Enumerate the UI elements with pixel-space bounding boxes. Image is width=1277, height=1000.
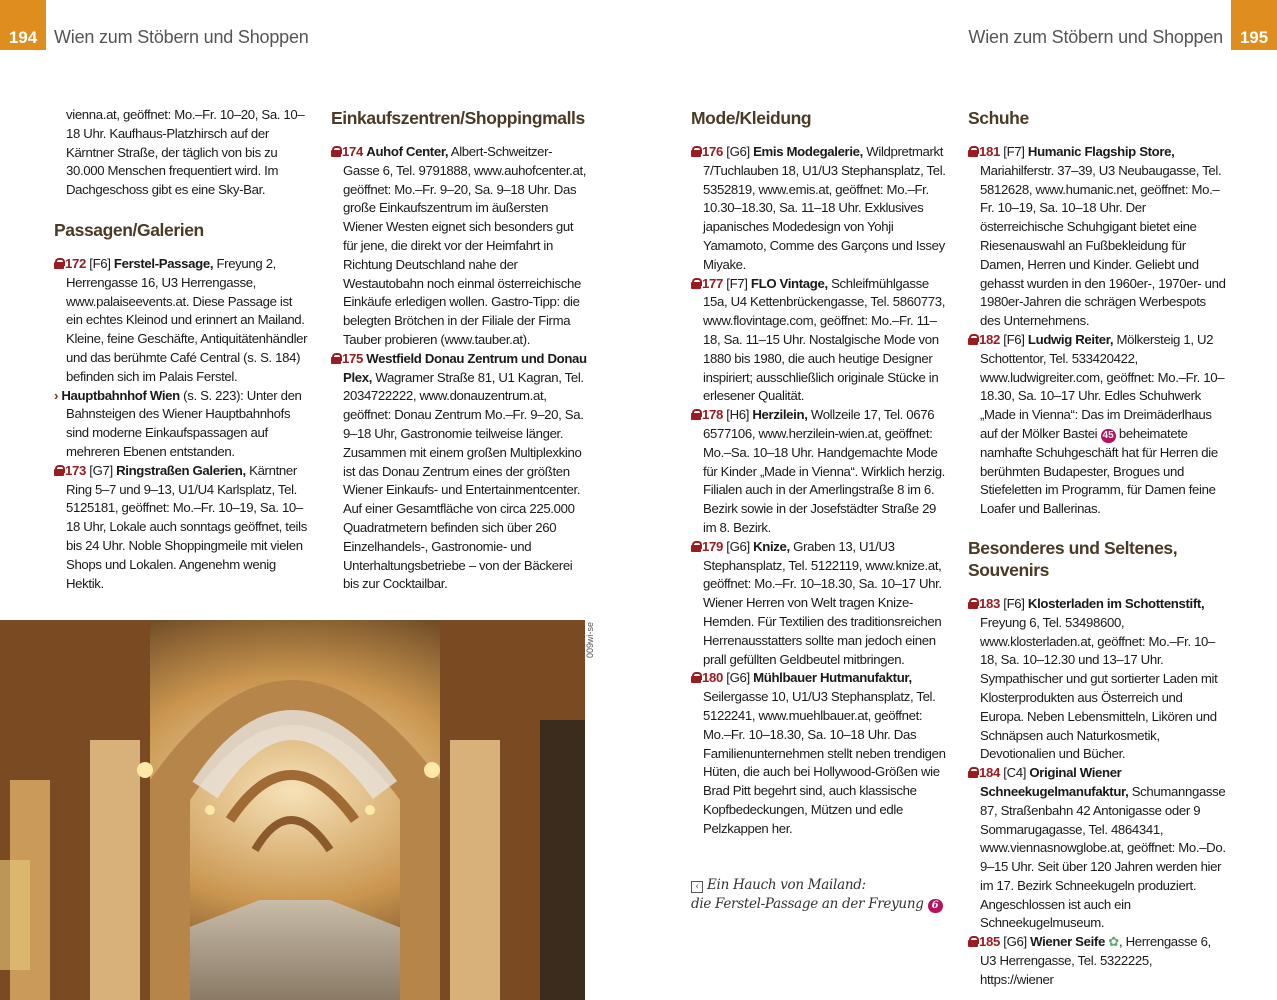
heading-mode: Mode/Kleidung [691, 108, 812, 128]
entry-184 [968, 764, 1226, 933]
column-4 [968, 107, 1226, 990]
entry-name: Auhof Center, [366, 144, 449, 159]
entry-text: (s. S. 223): Unter den Bahnsteigen des Wiener Hauptbahnhofs sind moderne Einkaufspassagen auf mehreren Ebenen entstanden. [66, 387, 302, 459]
entry-name: Mühlbauer Hutmanufaktur, [753, 670, 912, 686]
entry-number: 175 [342, 350, 363, 366]
caption-line-2: die Ferstel-Passage an der Freyung [691, 896, 924, 912]
photo-ferstel-passage [0, 620, 585, 1000]
entry-number: 181 [979, 144, 1000, 159]
entry-173 [54, 462, 309, 594]
map-code: [F6] [999, 595, 1028, 611]
column-1 [54, 106, 309, 593]
entry-175 [331, 350, 588, 594]
entry-name: Hauptbahnhof Wien [61, 387, 180, 403]
entry-number: 180 [702, 670, 723, 686]
entry-number: 178 [702, 407, 723, 423]
map-code: [G6] [722, 670, 754, 686]
shopping-bag-icon [968, 767, 978, 778]
entry-text: Mariahilferstr. 37–39, U3 Neubaugasse, Tel. 5812628, www.humanic.net, geöffnet: Mo.–Fr. 10–19, Sa. 10–18 Uhr. Der österreichische Schuhgigant bietet eine Riesenauswahl an Fußbekleidung für Damen, Herren und Kinder. Geliebt und gehasst wurden in den 1960er-, 1970er- und 1980er-Jahren die schrägen Werbespots des Unternehmens. [980, 162, 1226, 329]
shopping-bag-icon [968, 146, 978, 157]
entry-number: 184 [979, 765, 1000, 781]
entry-text: Wagramer Straße 81, U1 Kagran, Tel. 2034722222, www.donauzentrum.at, geöffnet: Donau Zentrum Mo.–Fr. 9–20, Sa. 9–18 Uhr, Gastronomie teilweise länger. Zusammen mit einem großen Multiplexkino ist das Donau Zentrum eines der größten Wiener Einkaufs- und Entertainmentcenter. Auf einer Gesamtfläche von circa 225.000 Quadratmetern befinden sich über 260 Einzelhandels-, Gastronomie- und Unterhaltungsbetriebe – von der Bäckerei bis zur Cocktailbar. [343, 369, 584, 592]
entry-number: 174 [342, 144, 363, 159]
entry-number: 172 [65, 255, 86, 271]
running-title-left: Wien zum Stöbern und Shoppen [54, 27, 309, 47]
map-code: [F7] [999, 144, 1028, 159]
entry-181 [968, 143, 1226, 331]
entry-182 [968, 331, 1226, 519]
entry-name: Original Wiener Schneekugelmanufaktur, [980, 765, 1129, 799]
entry-name: Klosterladen im Schottenstift, [1027, 595, 1205, 611]
map-badge: 6 [928, 899, 943, 913]
entry-number: 183 [979, 595, 1000, 611]
entry-number: 179 [702, 538, 723, 554]
entry-text: Seilergasse 10, U1/U3 Stephansplatz, Tel. 5122241, www.muehlbauer.at, geöffnet: Mo.–Fr. 10–18.30, Sa. 10–18 Uhr. Das Familienunternehmen stellt neben trendigen Hüten, die auch bei Hollywood-Größen wie Brad Pitt begehrt sind, auch klassische Kopfbedeckungen, Mützen und edle Pelzkappen her. [703, 689, 946, 836]
map-code: [G7] [85, 462, 117, 478]
entry-text: Kärntner Ring 5–7 und 9–13, U1/U4 Karlsplatz, Tel. 5125181, geöffnet: Mo.–Fr. 10–19, Sa. 10–18 Uhr, Lokale auch sonntags geöffnet, teils bis 24 Uhr. Noble Shoppingmeile mit vielen Shops und Lokalen. Angenehm wenig Hektik. [66, 462, 307, 591]
entry-name: Herzilein, [752, 407, 808, 423]
eco-flower-icon: ✿ [1108, 934, 1119, 950]
entry-text: Schumanngasse 87, Straßenbahn 42 Antonigasse oder 9 Sommarugagasse, Tel. 4864341, www.viennasnowglobe.at, geöffnet: Mo.–Do. 9–15 Uhr. Seit über 120 Jahren werden hier im 17. Bezirk Schneekugeln produziert. Angeschlossen ist auch ein Schneekugelmuseum. [980, 783, 1226, 931]
entry-177 [691, 275, 949, 407]
entry-180 [691, 669, 949, 838]
entry-number: 176 [702, 144, 723, 159]
heading-schuhe: Schuhe [968, 108, 1029, 128]
column-3 [691, 107, 949, 838]
entry-name: Ferstel-Passage, [113, 255, 214, 271]
entry-number: 177 [702, 275, 723, 291]
photo-credit: 009wi-se [585, 622, 595, 659]
shopping-bag-icon [691, 409, 701, 420]
heading-besonderes: Besonderes und Seltenes, Souvenirs [968, 537, 1178, 580]
caption-arrow-left-icon: ‹ [691, 881, 703, 893]
entry-text: Wollzeile 17, Tel. 0676 6577106, www.herzilein-wien.at, geöffnet: Mo.–Sa. 10–18 Uhr. Handgemachte Mode für Kinder „Made in Vienna“. Wirklich herzig. Filialen auch in der Amerlingstraße 8 im 6. Bezirk sowie in der Josefstädter Straße 29 im 8. Bezirk. [703, 407, 945, 535]
entry-text: Graben 13, U1/U3 Stephansplatz, Tel. 5122119, www.knize.at, geöffnet: Mo.–Fr. 10–18.30, Sa. 10–17 Uhr. Wiener Herren von Welt tragen Knize-Hemden. Für Textilien des traditionsreichen Herrenausstatters sollte man jedoch einen prall gefüllten Geldbeutel mitbringen. [703, 538, 942, 667]
shopping-bag-icon [54, 465, 64, 476]
entry-name: Wiener Seife [1030, 934, 1105, 950]
map-code: [G6] [722, 144, 754, 159]
arcade-illustration [0, 620, 585, 1000]
running-title-right: Wien zum Stöbern und Shoppen [968, 27, 1223, 47]
heading-einkaufszentren: Einkaufszentren/Shoppingmalls [331, 108, 585, 128]
shopping-bag-icon [331, 146, 341, 157]
arrow-icon: › [54, 387, 59, 403]
map-code: [F6] [85, 255, 114, 271]
shopping-bag-icon [968, 936, 978, 947]
page-number-left: 194 [0, 0, 46, 50]
entry-172 [54, 255, 309, 387]
map-code: [C4] [999, 765, 1030, 781]
entry-179 [691, 538, 949, 670]
entry-number: 173 [65, 462, 86, 478]
entry-178 [691, 406, 949, 538]
map-code: [G6] [722, 538, 754, 554]
shopping-bag-icon [968, 334, 978, 345]
entry-183 [968, 595, 1226, 764]
entry-text: , Herrengasse 6, U3 Herrengasse, Tel. 5322225, https://wiener [980, 934, 1211, 987]
map-code: [F6] [999, 331, 1028, 347]
entry-name: Westfield Donau Zentrum und Donau Plex, [343, 350, 587, 385]
entry-174 [331, 143, 588, 350]
shopping-bag-icon [331, 353, 341, 364]
entry-text: Mölkersteig 1, U2 Schottentor, Tel. 533420422, www.ludwigreiter.com, geöffnet: Mo.–Fr. 10–18.30, Sa. 10–17 Uhr. Edles Schuhwerk „Made in Vienna“: Das im Dreimäderlhaus auf der Mölker Bastei [980, 331, 1225, 441]
entry-name: Emis Modegalerie, [753, 144, 863, 159]
map-badge: 45 [1102, 429, 1114, 441]
shopping-bag-icon [54, 258, 64, 269]
map-code: [H6] [722, 407, 753, 423]
map-code: [F7] [722, 275, 751, 291]
shopping-bag-icon [691, 278, 701, 289]
entry-text: Wildpretmarkt 7/Tuchlauben 18, U1/U3 Stephansplatz, Tel. 5352819, www.emis.at, geöffnet: Mo.–Fr. 10.30–18.30, Sa. 11–18 Uhr. Exklusives japanisches Modedesign von Yohji Yamamoto, Comme des Garçons und Issey Miyake. [703, 144, 946, 272]
entry-text: Freyung 6, Tel. 53498600, www.klosterladen.at, geöffnet: Mo.–Fr. 10–18, Sa. 10–12.30 und 13–17 Uhr. Sympathischer und gut sortierter Laden mit Klosterprodukten aus Österreich und Europa. Neben Lebensmitteln, Likören und Schnäpsen auch Naturkosmetik, Devotionalien und Bücher. [980, 614, 1218, 762]
shopping-bag-icon [691, 672, 701, 683]
shopping-bag-icon [691, 146, 701, 157]
shopping-bag-icon [691, 541, 701, 552]
map-code: [G6] [999, 934, 1031, 950]
entry-text: Freyung 2, Herrengasse 16, U3 Herrengasse, www.palaiseevents.at. Diese Passage ist ein echtes Kleinod und erinnert an Mailand. Kleine, feine Geschäfte, Antiquitätenhändler und das berühmte Café Central (s. S. 184) befinden sich im Palais Ferstel. [66, 255, 308, 384]
entry-name: Ringstraßen Galerien, [116, 462, 246, 478]
entry-name: FLO Vintage, [750, 275, 828, 291]
entry-number: 185 [979, 934, 1000, 950]
entry-text: Schleifmühlgasse 15a, U4 Kettenbrückengasse, Tel. 5860773, www.flovintage.com, geöffnet: Mo.–Fr. 11–18, Sa. 11–15 Uhr. Nostalgische Mode von 1880 bis 1980, die auch heutige Designer inspiriert; ausschließlich originale Stücke in erlesener Qualität. [703, 275, 946, 404]
entry-name: Humanic Flagship Store, [1027, 144, 1175, 159]
entry-name: Knize, [753, 538, 790, 554]
entry-text: beheimatete namhafte Schuhgeschäft hat für Herren die berühmten Budapester, Brogues und Stiefeletten im Programm, für Damen feine Loafer und Ballerinas. [980, 425, 1218, 517]
photo-caption [691, 876, 943, 914]
reference-hauptbahnhof [54, 387, 309, 462]
column-2 [331, 107, 588, 594]
entry-176 [691, 143, 949, 275]
caption-line-1: Ein Hauch von Mailand: [707, 877, 866, 893]
heading-passagen: Passagen/Galerien [54, 219, 204, 240]
entry-name: Ludwig Reiter, [1027, 331, 1114, 347]
page-number-right: 195 [1231, 0, 1277, 50]
shopping-bag-icon [968, 598, 978, 609]
entry-185 [968, 933, 1226, 989]
entry-text: Albert-Schweitzer-Gasse 6, Tel. 9791888, www.auhofcenter.at, geöffnet: Mo.–Fr. 9–20, Sa. 9–18 Uhr. Das große Einkaufszentrum im äußersten Wiener Westen eignet sich besonders gut für jene, die direkt vor der Heimfahrt in Richtung Deutschland nahe der Westautobahn noch einmal österreichische Einkäufe erledigen wollen. Gastro-Tipp: die belegten Brötchen in der Filiale der Firma Tauber probieren (www.tauber.at). [343, 144, 587, 347]
entry-number: 182 [979, 331, 1000, 347]
intro-paragraph: vienna.at, geöffnet: Mo.–Fr. 10–20, Sa. 10–18 Uhr. Kaufhaus-Platzhirsch auf der Kärntner Straße, der täglich von bis zu 30.000 Menschen frequentiert wird. Im Dachgeschoss gibt es eine Sky-Bar. [66, 107, 305, 198]
